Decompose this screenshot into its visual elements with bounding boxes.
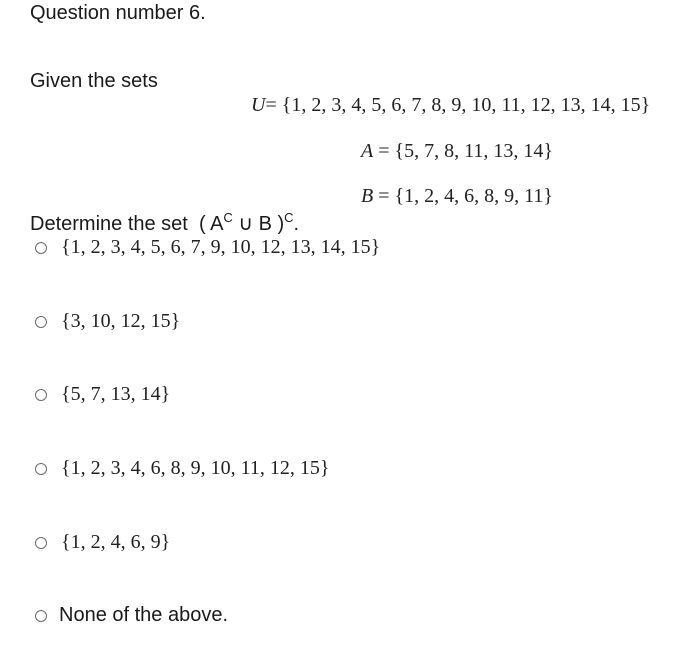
answer-option-label: {3, 10, 12, 15}	[61, 310, 181, 332]
answer-option-4[interactable]	[35, 457, 329, 480]
answer-option-1[interactable]	[35, 236, 380, 259]
set-a-name: A	[361, 140, 374, 162]
answer-option-6[interactable]	[35, 604, 228, 627]
set-a-definition	[361, 140, 553, 163]
prompt-text-middle: ∪ B )	[232, 213, 285, 235]
answer-option-label: {5, 7, 13, 14}	[61, 383, 171, 405]
complement-superscript-a: C	[223, 210, 233, 225]
answer-option-2[interactable]	[35, 310, 180, 333]
set-u-elements: {1, 2, 3, 4, 5, 6, 7, 8, 9, 10, 11, 12, 13, 14, 15}	[281, 94, 651, 116]
set-b-elements: {1, 2, 4, 6, 8, 9, 11}	[394, 185, 553, 207]
question-number: Question number 6.	[30, 2, 206, 24]
prompt-intro: Given the sets	[30, 70, 158, 92]
prompt-text-after: .	[293, 213, 300, 235]
answer-option-label: None of the above.	[59, 604, 229, 626]
radio-button-icon[interactable]	[35, 242, 47, 254]
radio-button-icon[interactable]	[35, 537, 47, 549]
set-a-equals: =	[378, 140, 390, 162]
answer-option-label: {1, 2, 3, 4, 6, 8, 9, 10, 11, 12, 15}	[61, 457, 330, 479]
set-u-equals: =	[265, 94, 277, 116]
set-b-equals: =	[378, 185, 390, 207]
set-a-elements: {5, 7, 8, 11, 13, 14}	[394, 140, 553, 162]
answer-option-label: {1, 2, 3, 4, 5, 6, 7, 9, 10, 12, 13, 14, 15}	[61, 236, 381, 258]
set-b-name: B	[361, 185, 374, 207]
radio-button-icon[interactable]	[35, 389, 47, 401]
set-u-name: U	[251, 94, 266, 116]
answer-option-5[interactable]	[35, 531, 170, 554]
radio-button-icon[interactable]	[35, 610, 47, 622]
set-u-definition	[251, 94, 650, 117]
radio-button-icon[interactable]	[35, 463, 47, 475]
radio-button-icon[interactable]	[35, 316, 47, 328]
answer-option-3[interactable]	[35, 383, 170, 406]
question-prompt	[30, 211, 299, 236]
complement-superscript-union: C	[284, 210, 294, 225]
set-b-definition	[361, 185, 553, 208]
answer-option-label: {1, 2, 4, 6, 9}	[61, 531, 171, 553]
prompt-text-before: Determine the set ( A	[30, 213, 224, 235]
